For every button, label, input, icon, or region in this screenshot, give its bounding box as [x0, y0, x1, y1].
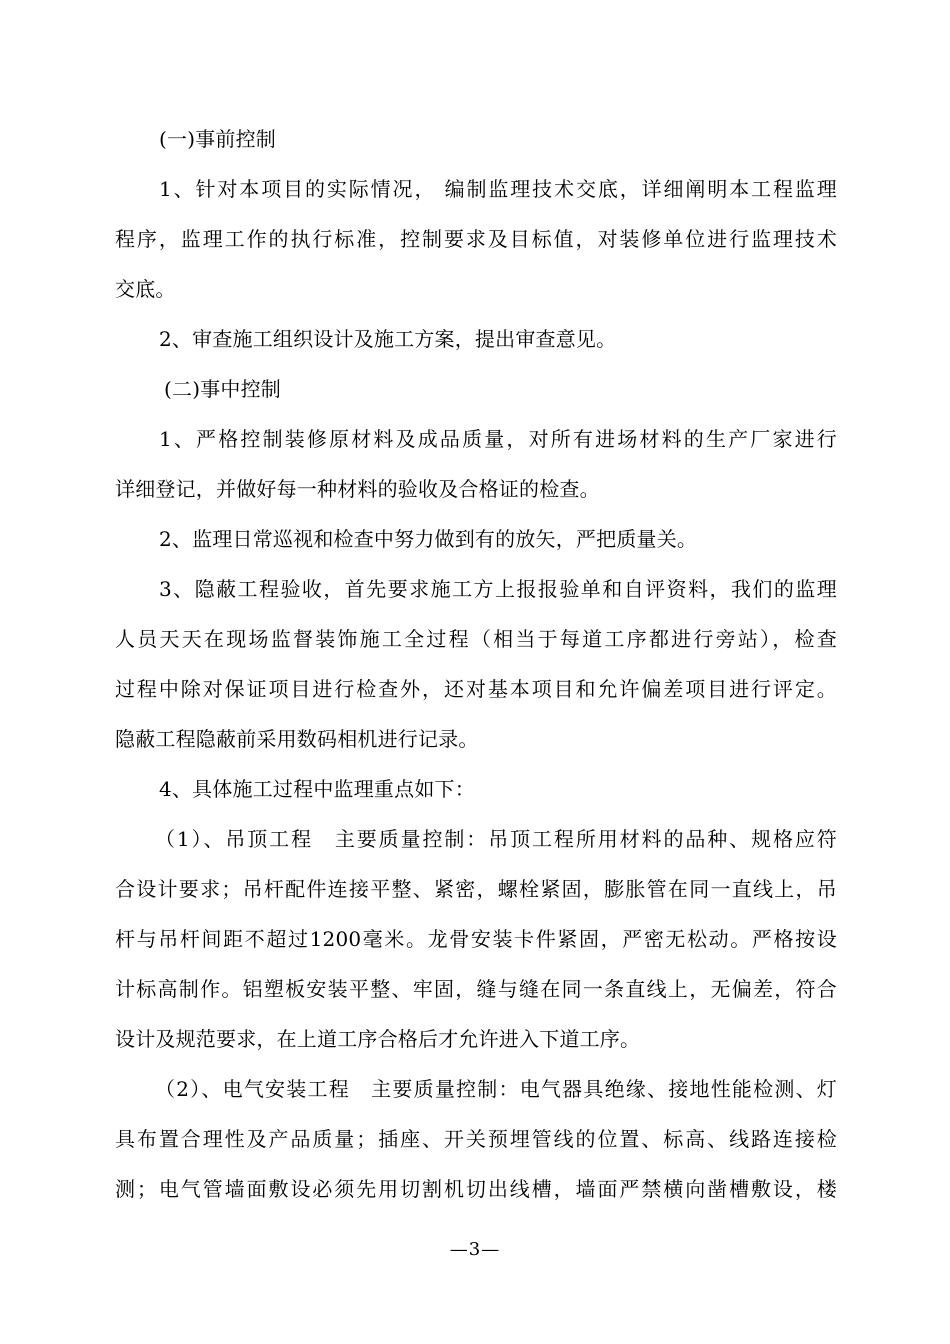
paragraph-line: 1、严格控制装修原材料及成品质量，对所有进场材料的生产厂家进行 — [159, 427, 837, 451]
paragraph-line: 4、具体施工过程中监理重点如下： — [159, 777, 475, 801]
section-heading-in-process-control: (二)事中控制 — [164, 377, 282, 401]
paragraph-line: 3、隐蔽工程验收，首先要求施工方上报报验单和自评资料，我们的监理 — [159, 577, 837, 601]
paragraph-line: 具布置合理性及产品质量；插座、开关预埋管线的位置、标高、线路连接检 — [115, 1127, 837, 1151]
paragraph-line: 交底。 — [115, 277, 176, 301]
paragraph-line: 2、审查施工组织设计及施工方案，提出审查意见。 — [159, 327, 617, 351]
page-number: —3— — [449, 1239, 501, 1260]
paragraph-line: 测；电气管墙面敷设必须先用切割机切出线槽，墙面严禁横向凿槽敷设，楼 — [115, 1177, 837, 1201]
paragraph-line: 人员天天在现场监督装饰施工全过程（相当于每道工序都进行旁站），检查 — [115, 627, 837, 651]
paragraph-line: 合设计要求；吊杆配件连接平整、紧密，螺栓紧固，膨胀管在同一直线上，吊 — [115, 877, 837, 901]
paragraph-line: 详细登记，并做好每一种材料的验收及合格证的检查。 — [115, 477, 600, 501]
document-body — [115, 118, 837, 1218]
paragraph-line: 过程中除对保证项目进行检查外，还对基本项目和允许偏差项目进行评定。 — [115, 677, 837, 701]
paragraph-line: 隐蔽工程隐蔽前采用数码相机进行记录。 — [115, 727, 479, 751]
paragraph-line: 杆与吊杆间距不超过1200毫米。龙骨安装卡件紧固，严密无松动。严格按设 — [115, 927, 837, 951]
paragraph-line: 设计及规范要求，在上道工序合格后才允许进入下道工序。 — [115, 1027, 641, 1051]
paragraph-line: 程序，监理工作的执行标准，控制要求及目标值，对装修单位进行监理技术 — [115, 227, 837, 251]
paragraph-line: （2）、电气安装工程 主要质量控制：电气器具绝缘、接地性能检测、灯 — [155, 1077, 837, 1101]
paragraph-line: 2、监理日常巡视和检查中努力做到有的放矢，严把质量关。 — [159, 527, 698, 551]
paragraph-line: 计标高制作。铝塑板安装平整、牢固，缝与缝在同一条直线上，无偏差，符合 — [115, 977, 837, 1001]
paragraph-line: 1、针对本项目的实际情况， 编制监理技术交底，详细阐明本工程监理 — [159, 177, 837, 201]
section-heading-pre-control: (一)事前控制 — [159, 127, 277, 151]
paragraph-line: （1）、吊顶工程 主要质量控制：吊顶工程所用材料的品种、规格应符 — [155, 827, 837, 851]
